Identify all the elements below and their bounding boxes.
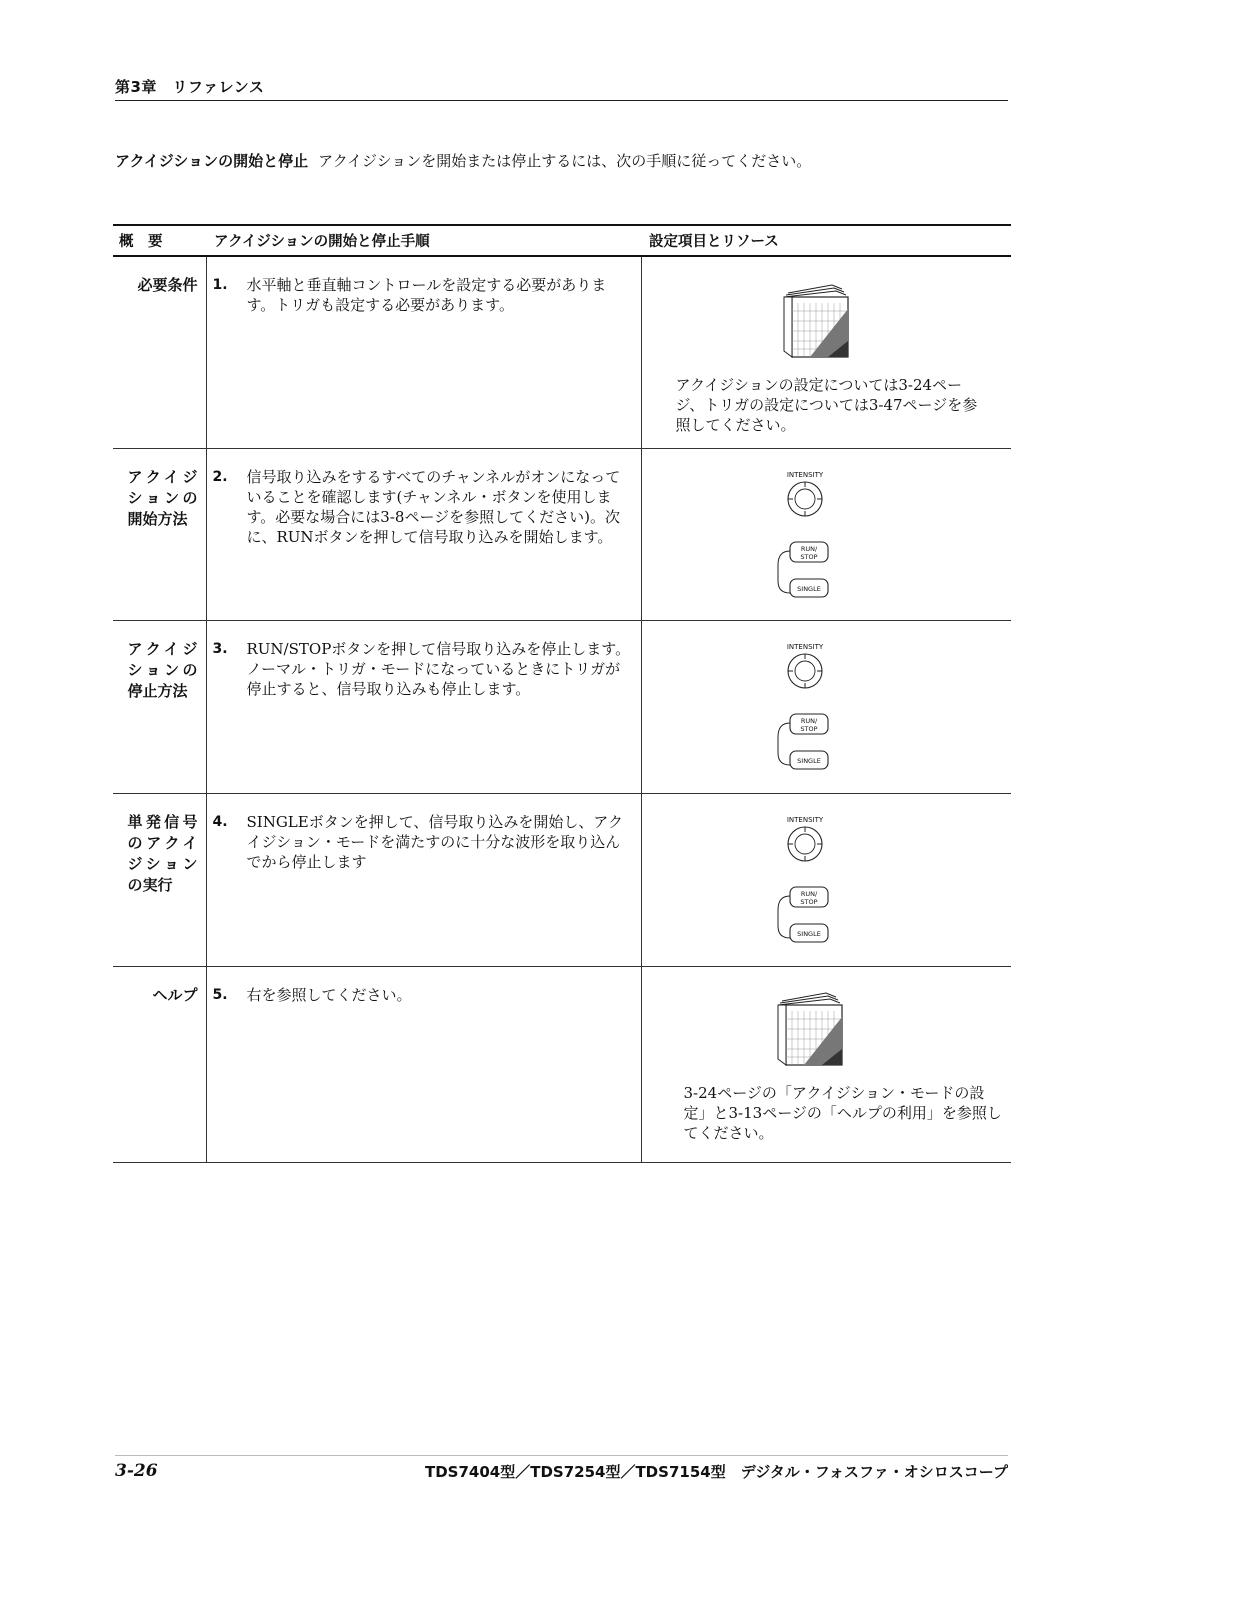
- step-number: 1.: [212, 277, 228, 293]
- section-intro: [115, 150, 811, 171]
- step-cell: [206, 620, 641, 793]
- svg-text:RUN/: RUN/: [800, 716, 817, 725]
- resource-reference: 3-24ページの「アクイジション・モードの設定」と3-13ページの「ヘルプの利用」を参照してください。: [683, 1083, 1002, 1142]
- svg-text:SINGLE: SINGLE: [796, 756, 821, 765]
- header-resources: 設定項目とリソース: [641, 225, 1011, 256]
- header-procedure: アクイジションの開始と停止手順: [206, 225, 641, 256]
- section-description: アクイジションを開始または停止するには、次の手順に従ってください。: [318, 152, 812, 170]
- resource-cell: [641, 793, 1011, 966]
- svg-text:STOP: STOP: [799, 724, 818, 733]
- chapter-title: 第3章 リファレンス: [115, 78, 265, 96]
- front-panel-controls: [774, 469, 836, 599]
- row-label: アクイジションの停止方法: [113, 620, 206, 793]
- table-row: [113, 620, 1011, 793]
- step-text: RUN/STOPボタンを押して信号取り込みを停止します。ノーマル・トリガ・モードになっているときにトリガが停止すると、信号取り込みも停止します。: [246, 639, 631, 698]
- run-stop-button-icon: [790, 887, 828, 907]
- run-stop-button-icon: [790, 714, 828, 734]
- resource-cell: [641, 966, 1011, 1162]
- svg-text:STOP: STOP: [799, 552, 818, 561]
- svg-text:RUN/: RUN/: [800, 889, 817, 898]
- step-text: 水平軸と垂直軸コントロールを設定する必要があります。トリガも設定する必要があります。: [246, 276, 607, 314]
- row-label: 単発信号のアクイジションの実行: [113, 793, 206, 966]
- step-text: 信号取り込みをするすべてのチャンネルがオンになっていることを確認します(チャンネル・ボタンを使用します。必要な場合には3-8ページを参照してください)。次に、RUNボタンを押して信号取り込みを開始します。: [246, 467, 621, 546]
- resource-reference: アクイジションの設定については3-24ページ、トリガの設定については3-47ページを参照してください。: [675, 376, 978, 434]
- manual-icon: [780, 279, 860, 359]
- intensity-knob-icon: [788, 482, 822, 516]
- row-label: アクイジションの開始方法: [113, 448, 206, 620]
- step-number: 2.: [212, 468, 228, 485]
- table-row: [113, 966, 1011, 1162]
- svg-text:SINGLE: SINGLE: [796, 584, 821, 593]
- front-panel-controls: [774, 814, 836, 944]
- table-header-row: [113, 225, 1011, 256]
- step-cell: [206, 793, 641, 966]
- intensity-label: INTENSITY: [786, 642, 823, 651]
- resource-cell: [641, 256, 1011, 448]
- step-text: 右を参照してください。: [246, 985, 412, 1004]
- svg-text:RUN/: RUN/: [800, 544, 817, 553]
- single-button-icon: [790, 924, 828, 942]
- single-button-icon: [790, 751, 828, 769]
- procedure-table: [113, 224, 1011, 1163]
- front-panel-controls: [774, 641, 836, 771]
- step-cell: [206, 966, 641, 1162]
- page-number: 3-26: [115, 1461, 158, 1481]
- resource-cell: [641, 620, 1011, 793]
- step-number: 5.: [212, 986, 228, 1003]
- step-number: 3.: [212, 640, 228, 657]
- intensity-label: INTENSITY: [786, 815, 823, 824]
- table-row: [113, 448, 1011, 620]
- table-row: [113, 793, 1011, 966]
- manual-icon: [774, 987, 854, 1067]
- intensity-label: INTENSITY: [786, 470, 823, 479]
- table-row: [113, 256, 1011, 448]
- single-button-icon: [790, 579, 828, 597]
- header-overview: 概 要: [113, 225, 206, 256]
- resource-cell: [641, 448, 1011, 620]
- section-heading: アクイジションの開始と停止: [115, 152, 309, 170]
- step-text: SINGLEボタンを押して、信号取り込みを開始し、アクイジション・モードを満たすのに十分な波形を取り込んでから停止します: [246, 812, 623, 871]
- svg-text:STOP: STOP: [799, 897, 818, 906]
- page-header: [115, 76, 1008, 101]
- row-label: 必要条件: [113, 256, 206, 448]
- step-cell: [206, 256, 641, 448]
- run-stop-button-icon: [790, 542, 828, 562]
- product-title: TDS7404型／TDS7254型／TDS7154型 デジタル・フォスファ・オシロスコープ: [424, 1463, 1008, 1481]
- intensity-knob-icon: [788, 827, 822, 861]
- step-number: 4.: [212, 813, 228, 830]
- svg-text:SINGLE: SINGLE: [796, 929, 821, 938]
- page-footer: [115, 1455, 1008, 1490]
- intensity-knob-icon: [788, 654, 822, 688]
- row-label: ヘルプ: [113, 966, 206, 1162]
- step-cell: [206, 448, 641, 620]
